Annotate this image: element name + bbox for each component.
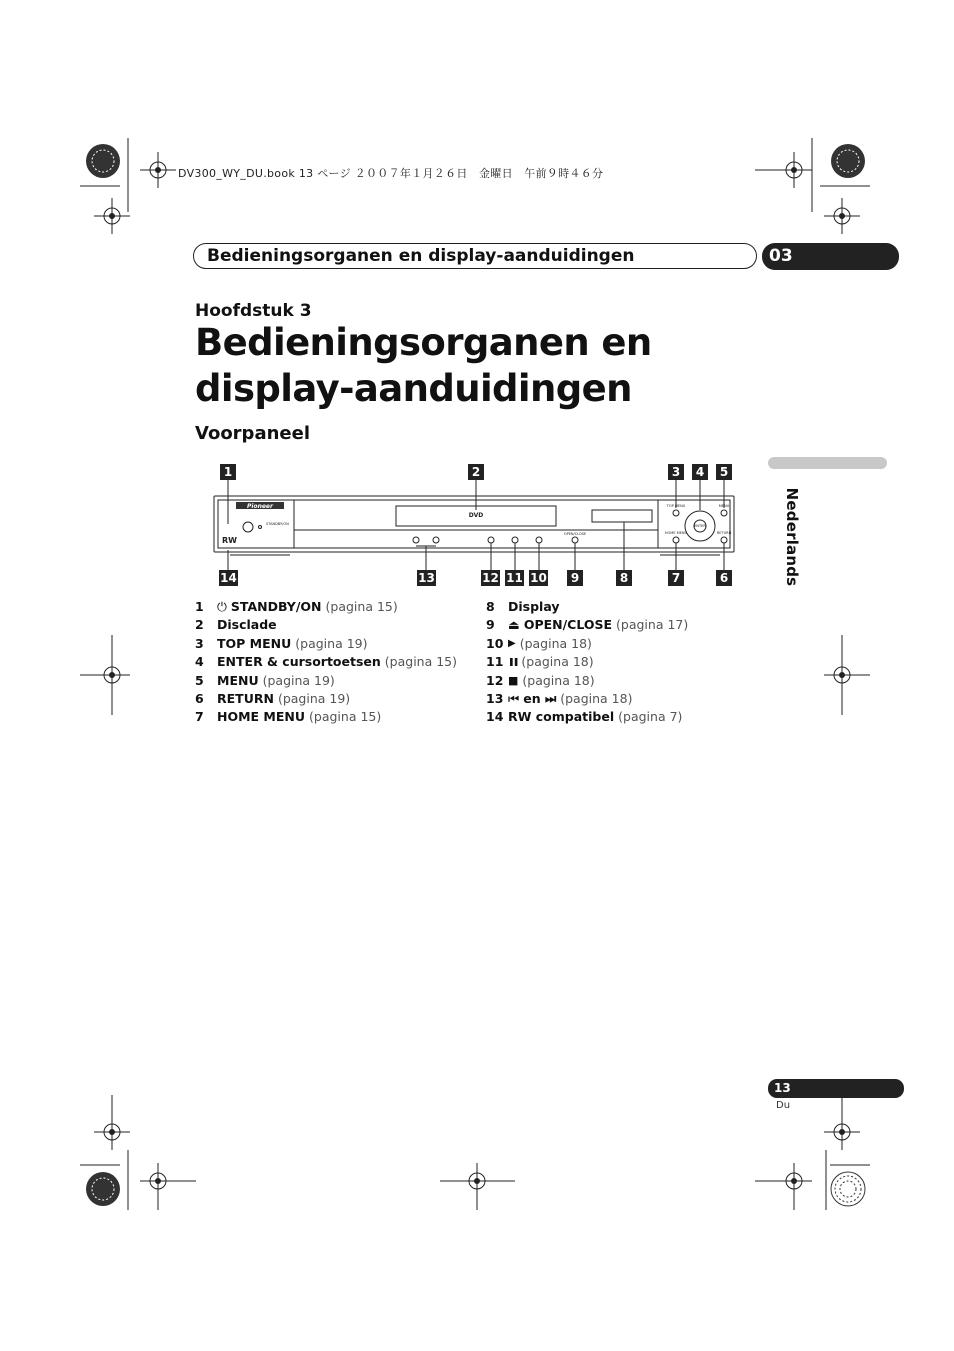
eject-icon: ⏏ <box>508 617 520 633</box>
stop-icon: ■ <box>508 673 519 687</box>
callout-5: 5 <box>716 464 732 480</box>
callout-13: 13 <box>418 571 435 585</box>
running-title: Bedieningsorganen en display-aanduidingen <box>193 243 757 269</box>
legend-item: 14 RW compatibel (pagina 7) <box>486 709 683 725</box>
legend-item: 1 ⏻ STANDBY/ON (pagina 15) <box>195 598 457 616</box>
legend-right <box>486 598 688 727</box>
legend-item: 9 ⏏ OPEN/CLOSE (pagina 17) <box>486 616 688 634</box>
legend-item: 8 Display <box>486 599 560 614</box>
callout-1: 1 <box>220 464 236 480</box>
svg-text:Pioneer: Pioneer <box>247 503 273 510</box>
power-icon: ⏻ <box>217 599 227 614</box>
legend-left <box>195 598 457 727</box>
legend-item: 7 HOME MENU (pagina 15) <box>195 709 382 725</box>
chapter-badge: 03 <box>762 243 899 270</box>
previous-icon: ⏮ <box>508 691 520 707</box>
pause-icon: ❚❚ <box>508 657 518 667</box>
page-title: Bedieningsorganen en display-aanduidingen <box>195 321 652 410</box>
callout-11: 11 <box>506 571 523 585</box>
legend-item: 12 ■ (pagina 18) <box>486 672 688 690</box>
callout-14: 14 <box>220 571 237 585</box>
language-tab-bar <box>768 457 887 469</box>
front-panel-illustration <box>210 480 740 570</box>
svg-text:TOP MENU: TOP MENU <box>666 504 686 508</box>
callout-9: 9 <box>567 570 583 586</box>
callout-10: 10 <box>530 571 547 585</box>
section-title: Voorpaneel <box>195 423 310 444</box>
svg-text:OPEN/CLOSE: OPEN/CLOSE <box>563 532 587 536</box>
legend-item: 10 ▶ (pagina 18) <box>486 635 688 653</box>
page-number-badge: 13 <box>768 1079 904 1098</box>
chapter-label: Hoofdstuk 3 <box>195 301 312 321</box>
svg-text:DVD: DVD <box>468 512 484 519</box>
callout-6: 6 <box>716 570 732 586</box>
print-header: DV300_WY_DU.book 13 ページ ２００７年１月２６日 金曜日 午前９時４６分 <box>178 167 604 180</box>
callout-12: 12 <box>482 571 499 585</box>
svg-text:RETURN: RETURN <box>716 531 732 535</box>
legend-item: 6 RETURN (pagina 19) <box>195 691 351 707</box>
callout-3: 3 <box>668 464 684 480</box>
legend-item: 13 ⏮ en ⏭ (pagina 18) <box>486 690 688 708</box>
svg-text:ENTER: ENTER <box>694 524 706 528</box>
callout-2: 2 <box>468 464 484 480</box>
legend-item: 2 Disclade <box>195 617 277 633</box>
svg-text:RW: RW <box>222 536 237 545</box>
svg-text:HOME MENU: HOME MENU <box>664 531 688 535</box>
legend-item: 11 ❚❚ (pagina 18) <box>486 653 688 671</box>
callout-4: 4 <box>692 464 708 480</box>
play-icon: ▶ <box>508 637 516 649</box>
callout-8: 8 <box>616 570 632 586</box>
callout-7: 7 <box>668 570 684 586</box>
page-language: Du <box>776 1100 791 1111</box>
svg-text:MENU: MENU <box>718 504 730 508</box>
legend-item: 5 MENU (pagina 19) <box>195 672 335 688</box>
svg-text:STANDBY/ON: STANDBY/ON <box>266 522 289 526</box>
language-tab-label: Nederlands <box>783 487 801 587</box>
legend-item: 4 ENTER & cursortoetsen (pagina 15) <box>195 654 458 670</box>
legend-item: 3 TOP MENU (pagina 19) <box>195 635 368 651</box>
